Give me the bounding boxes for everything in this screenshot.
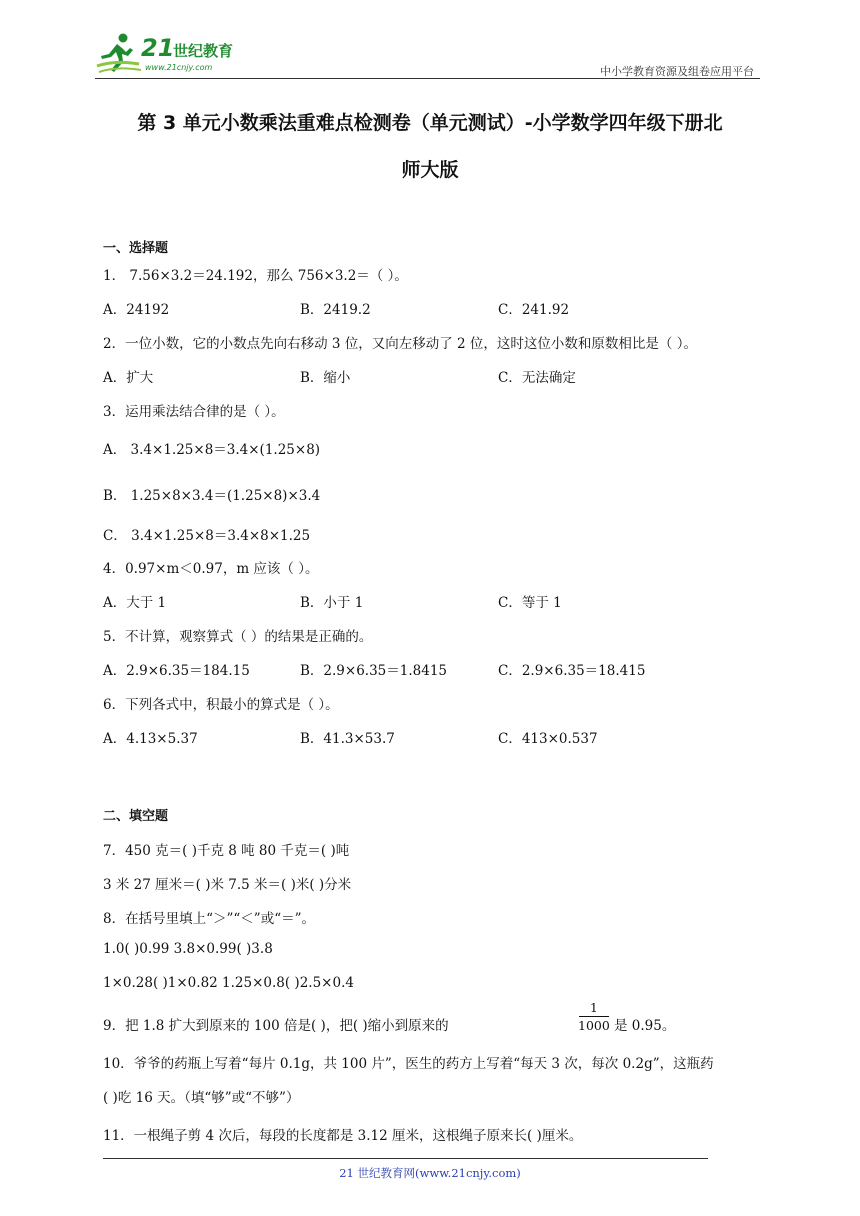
question-5-option-c: C．2.9×6.35＝18.415 bbox=[498, 663, 646, 679]
question-6-option-b: B．41.3×53.7 bbox=[300, 731, 395, 747]
fraction-denominator: 1000 bbox=[578, 1018, 610, 1033]
platform-tagline: 中小学教育资源及组卷应用平台 bbox=[600, 65, 754, 78]
question-11-stem: 11．一根绳子剪 4 次后，每段的长度都是 3.12 厘米，这根绳子原来长( )厘米。 bbox=[103, 1128, 583, 1144]
question-4-option-a: A．大于 1 bbox=[103, 595, 167, 611]
question-4-option-c: C．等于 1 bbox=[498, 595, 562, 611]
footer-link[interactable]: 21 世纪教育网(www.21cnjy.com) bbox=[339, 1166, 521, 1180]
question-9-part2: 是 0.95。 bbox=[614, 1018, 676, 1034]
section-choice-heading: 一、选择题 bbox=[103, 241, 169, 256]
page-header bbox=[95, 30, 760, 78]
logo-text: 世纪教育 bbox=[173, 42, 234, 60]
page-title-line1: 第 3 单元小数乘法重难点检测卷（单元测试）-小学数学四年级下册北 bbox=[137, 112, 723, 134]
question-1-option-a: A．24192 bbox=[103, 302, 170, 318]
question-2-option-c: C．无法确定 bbox=[498, 370, 576, 386]
site-logo[interactable] bbox=[95, 30, 265, 76]
question-9-part1: 9．把 1.8 扩大到原来的 100 倍是( )，把( )缩小到原来的 bbox=[103, 1018, 449, 1034]
question-5-option-b: B．2.9×6.35＝1.8415 bbox=[300, 663, 447, 679]
question-8-line2: 1×0.28( )1×0.82 1.25×0.8( )2.5×0.4 bbox=[103, 975, 354, 991]
question-6-stem: 6．下列各式中，积最小的算式是（ ）。 bbox=[103, 697, 339, 713]
header-divider bbox=[95, 78, 760, 79]
question-1-option-b: B．2419.2 bbox=[300, 302, 371, 318]
question-5-option-a: A．2.9×6.35＝184.15 bbox=[103, 663, 250, 679]
question-5-stem: 5．不计算，观察算式（ ）的结果是正确的。 bbox=[103, 629, 373, 645]
question-9-fraction bbox=[578, 1000, 610, 1033]
question-4-stem: 4．0.97×m＜0.97，m 应该（ ）。 bbox=[103, 561, 319, 577]
question-8-line1: 1.0( )0.99 3.8×0.99( )3.8 bbox=[103, 941, 273, 957]
question-6-option-c: C．413×0.537 bbox=[498, 731, 598, 747]
question-2-option-b: B．缩小 bbox=[300, 370, 351, 386]
question-6-option-a: A．4.13×5.37 bbox=[103, 731, 198, 747]
question-7-line2: 3 米 27 厘米＝( )米 7.5 米＝( )米( )分米 bbox=[103, 877, 352, 893]
question-1-option-c: C．241.92 bbox=[498, 302, 570, 318]
question-4-option-b: B．小于 1 bbox=[300, 595, 364, 611]
footer-divider bbox=[103, 1158, 708, 1159]
question-10-line1: 10．爷爷的药瓶上写着“每片 0.1g，共 100 片”，医生的药方上写着“每天 3 次，每次 0.2g”，这瓶药 bbox=[103, 1056, 714, 1072]
fraction-bar bbox=[579, 1016, 609, 1017]
question-7-line1: 7．450 克＝( )千克 8 吨 80 千克＝( )吨 bbox=[103, 843, 350, 859]
question-3-option-b: B． 1.25×8×3.4＝(1.25×8)×3.4 bbox=[103, 488, 321, 504]
question-8-stem: 8．在括号里填上“＞”“＜”或“＝”。 bbox=[103, 911, 315, 927]
question-3-option-c: C． 3.4×1.25×8＝3.4×8×1.25 bbox=[103, 528, 311, 544]
question-3-stem: 3．运用乘法结合律的是（ ）。 bbox=[103, 404, 285, 420]
question-2-stem: 2．一位小数，它的小数点先向右移动 3 位，又向左移动了 2 位，这时这位小数和原数相比是（ ）。 bbox=[103, 336, 697, 352]
question-1-stem: 1． 7.56×3.2＝24.192，那么 756×3.2＝（ ）。 bbox=[103, 268, 408, 284]
section-fill-heading: 二、填空题 bbox=[103, 809, 169, 824]
logo-number: 21 bbox=[141, 34, 175, 62]
question-2-option-a: A．扩大 bbox=[103, 370, 154, 386]
runner-icon bbox=[95, 32, 143, 76]
fraction-numerator: 1 bbox=[589, 1000, 598, 1015]
page-title-line2: 师大版 bbox=[401, 159, 459, 181]
question-10-line2: ( )吃 16 天。（填“够”或“不够”） bbox=[103, 1090, 300, 1106]
logo-url: www.21cnjy.com bbox=[145, 63, 213, 72]
question-3-option-a: A． 3.4×1.25×8＝3.4×(1.25×8) bbox=[103, 442, 321, 458]
